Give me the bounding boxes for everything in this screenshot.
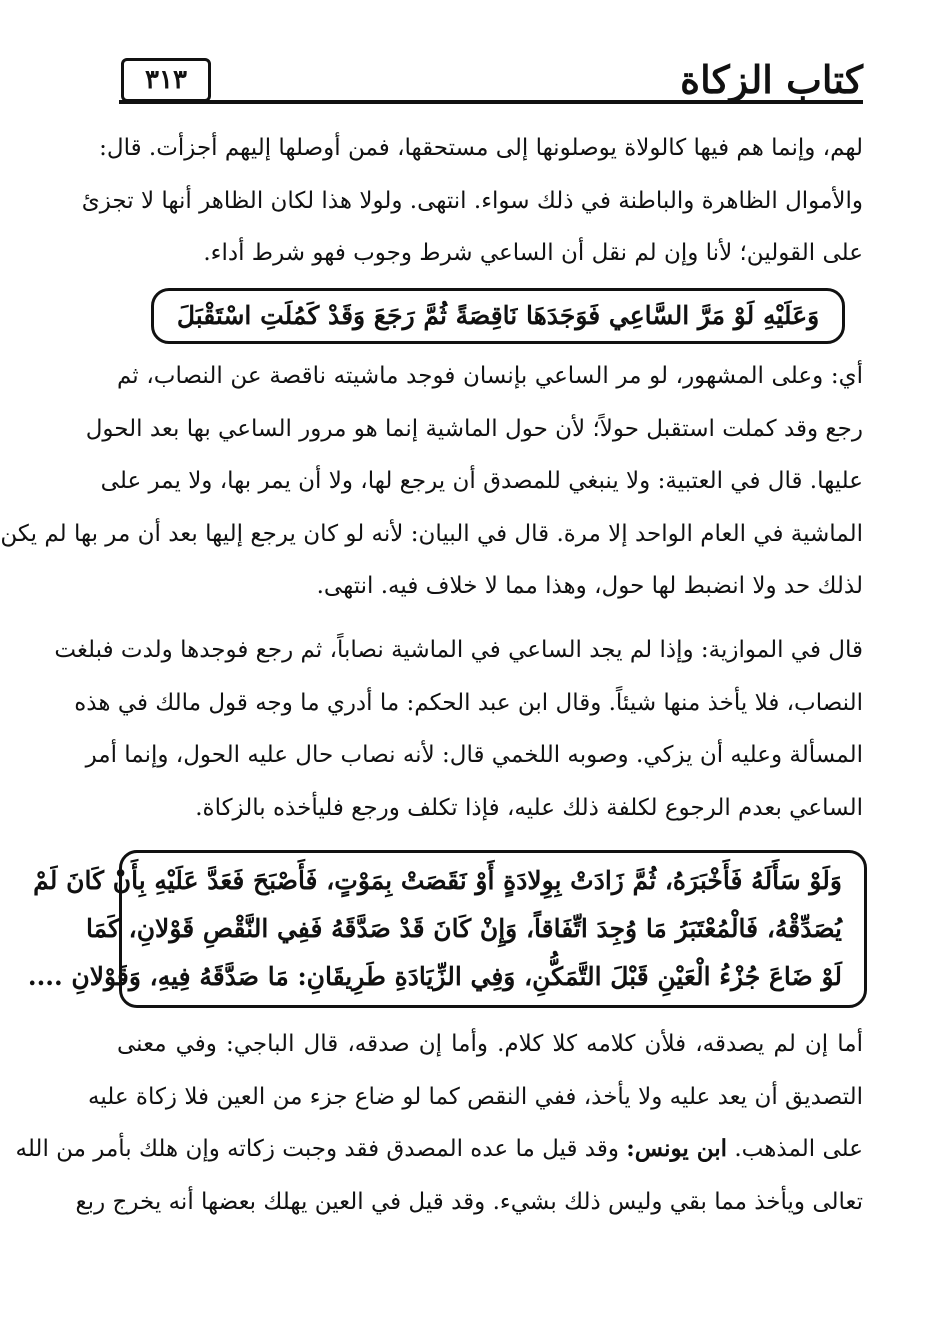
text-line: لهم، وإنما هم فيها كالولاة يوصلونها إلى مستحقها، فمن أوصلها إليهم أجزأت. قال: <box>99 135 863 161</box>
matn-line: لَوْ ضَاعَ جُزْءُ الْعَيْنِ قَبْلَ التَّمَكُّنِ، وَفِي الزِّيَادَةِ طَرِيقَانِ: مَا صَدَّقَهُ فِيهِ، وَقَوْلانِ .... <box>27 962 842 991</box>
matn-box-2 <box>27 850 867 1008</box>
text-line: والأموال الظاهرة والباطنة في ذلك سواء. انتهى. ولولا هذا لكان الظاهر أنها لا تجزئ <box>81 187 863 214</box>
page-number: ٣١٣ <box>145 65 187 95</box>
header-rule <box>119 100 863 104</box>
page-number-box <box>121 58 211 102</box>
text-line: أي: وعلى المشهور، لو مر الساعي بإنسان فوجد ماشيته ناقصة عن النصاب، ثم <box>117 363 863 389</box>
text-line: رجع وقد كملت استقبل حولاً؛ لأن حول الماشية إنما هو مرور الساعي بها بعد الحول <box>85 415 863 442</box>
text-line: الساعي بعدم الرجوع لكلفة ذلك عليه، فإذا تكلف ورجع فليأخذه بالزكاة. <box>195 794 863 821</box>
text-line: على القولين؛ لأنا وإن لم نقل أن الساعي شرط وجوب فهو شرط أداء. <box>203 240 863 266</box>
header-title: كتاب الزكاة <box>680 57 863 102</box>
text-line: التصديق أن يعد عليه ولا يأخذ، ففي النقص كما لو ضاع جزء من العين فلا زكاة عليه <box>87 1083 863 1110</box>
text-line: تعالى ويأخذ مما بقي وليس ذلك بشيء. وقد قيل في العين يهلك بعضها أنه يخرج ربع <box>75 1188 863 1215</box>
matn-text: وَعَلَيْهِ لَوْ مَرَّ السَّاعِي فَوَجَدَهَا نَاقِصَةً ثُمَّ رَجَعَ وَقَدْ كَمُلَتِ اسْتَقْبَلَ <box>176 301 820 330</box>
text-fragment: وقد قيل ما عده المصدق فقد وجبت زكاته وإن هلك بأمر من الله <box>15 1136 619 1162</box>
text-line: النصاب، فلا يأخذ منها شيئاً. وقال ابن عبد الحكم: ما أدري ما وجه قول مالك في هذه <box>74 689 863 716</box>
text-fragment: على المذهب. <box>734 1136 863 1162</box>
paragraph-1 <box>81 122 863 280</box>
text-line: عليها. قال في العتبية: ولا ينبغي للمصدق أن يرجع لها، ولا أن يمر بها، ولا يمر على <box>100 468 863 494</box>
matn-line: يُصَدِّقْهُ، فَالْمُعْتَبَرُ مَا وُجِدَ اتِّفَاقاً، وَإِنْ كَانَ قَدْ صَدَّقَهُ فَفِي النَّقْصِ قَوْلانِ، كَمَا <box>85 914 842 943</box>
text-line: قال في الموازية: وإذا لم يجد الساعي في الماشية نصاباً، ثم رجع فوجدها ولدت فبلغت <box>54 637 863 663</box>
text-line-with-name <box>15 1123 863 1176</box>
matn-box-1 <box>151 288 845 344</box>
text-line: الماشية في العام الواحد إلا مرة. قال في البيان: لأنه لو كان يرجع إليها بعد أن مر بها لم يكن <box>0 520 863 547</box>
page-header <box>119 52 863 108</box>
paragraph-4 <box>15 1018 863 1228</box>
text-line: لذلك حد ولا انضبط لها حول، وهذا مما لا خلاف فيه. انتهى. <box>316 573 863 599</box>
paragraph-2 <box>0 350 863 613</box>
matn-line: وَلَوْ سَأَلَهُ فَأَخْبَرَهُ، ثُمَّ زَادَتْ بِوِلادَةٍ أَوْ نَقَصَتْ بِمَوْتٍ، فَأَصْبَحَ فَعَدَّ عَلَيْهِ بِأَنْ كَانَ لَمْ <box>33 866 842 895</box>
paragraph-3 <box>54 624 863 834</box>
text-line: أما إن لم يصدقه، فلأن كلامه كلا كلام. وأما إن صدقه، قال الباجي: وفي معنى <box>117 1031 863 1057</box>
author-name: ابن يونس: <box>626 1135 728 1162</box>
text-line: المسألة وعليه أن يزكي. وصوبه اللخمي قال: لأنه نصاب حال عليه الحول، وإنما أمر <box>85 742 863 768</box>
